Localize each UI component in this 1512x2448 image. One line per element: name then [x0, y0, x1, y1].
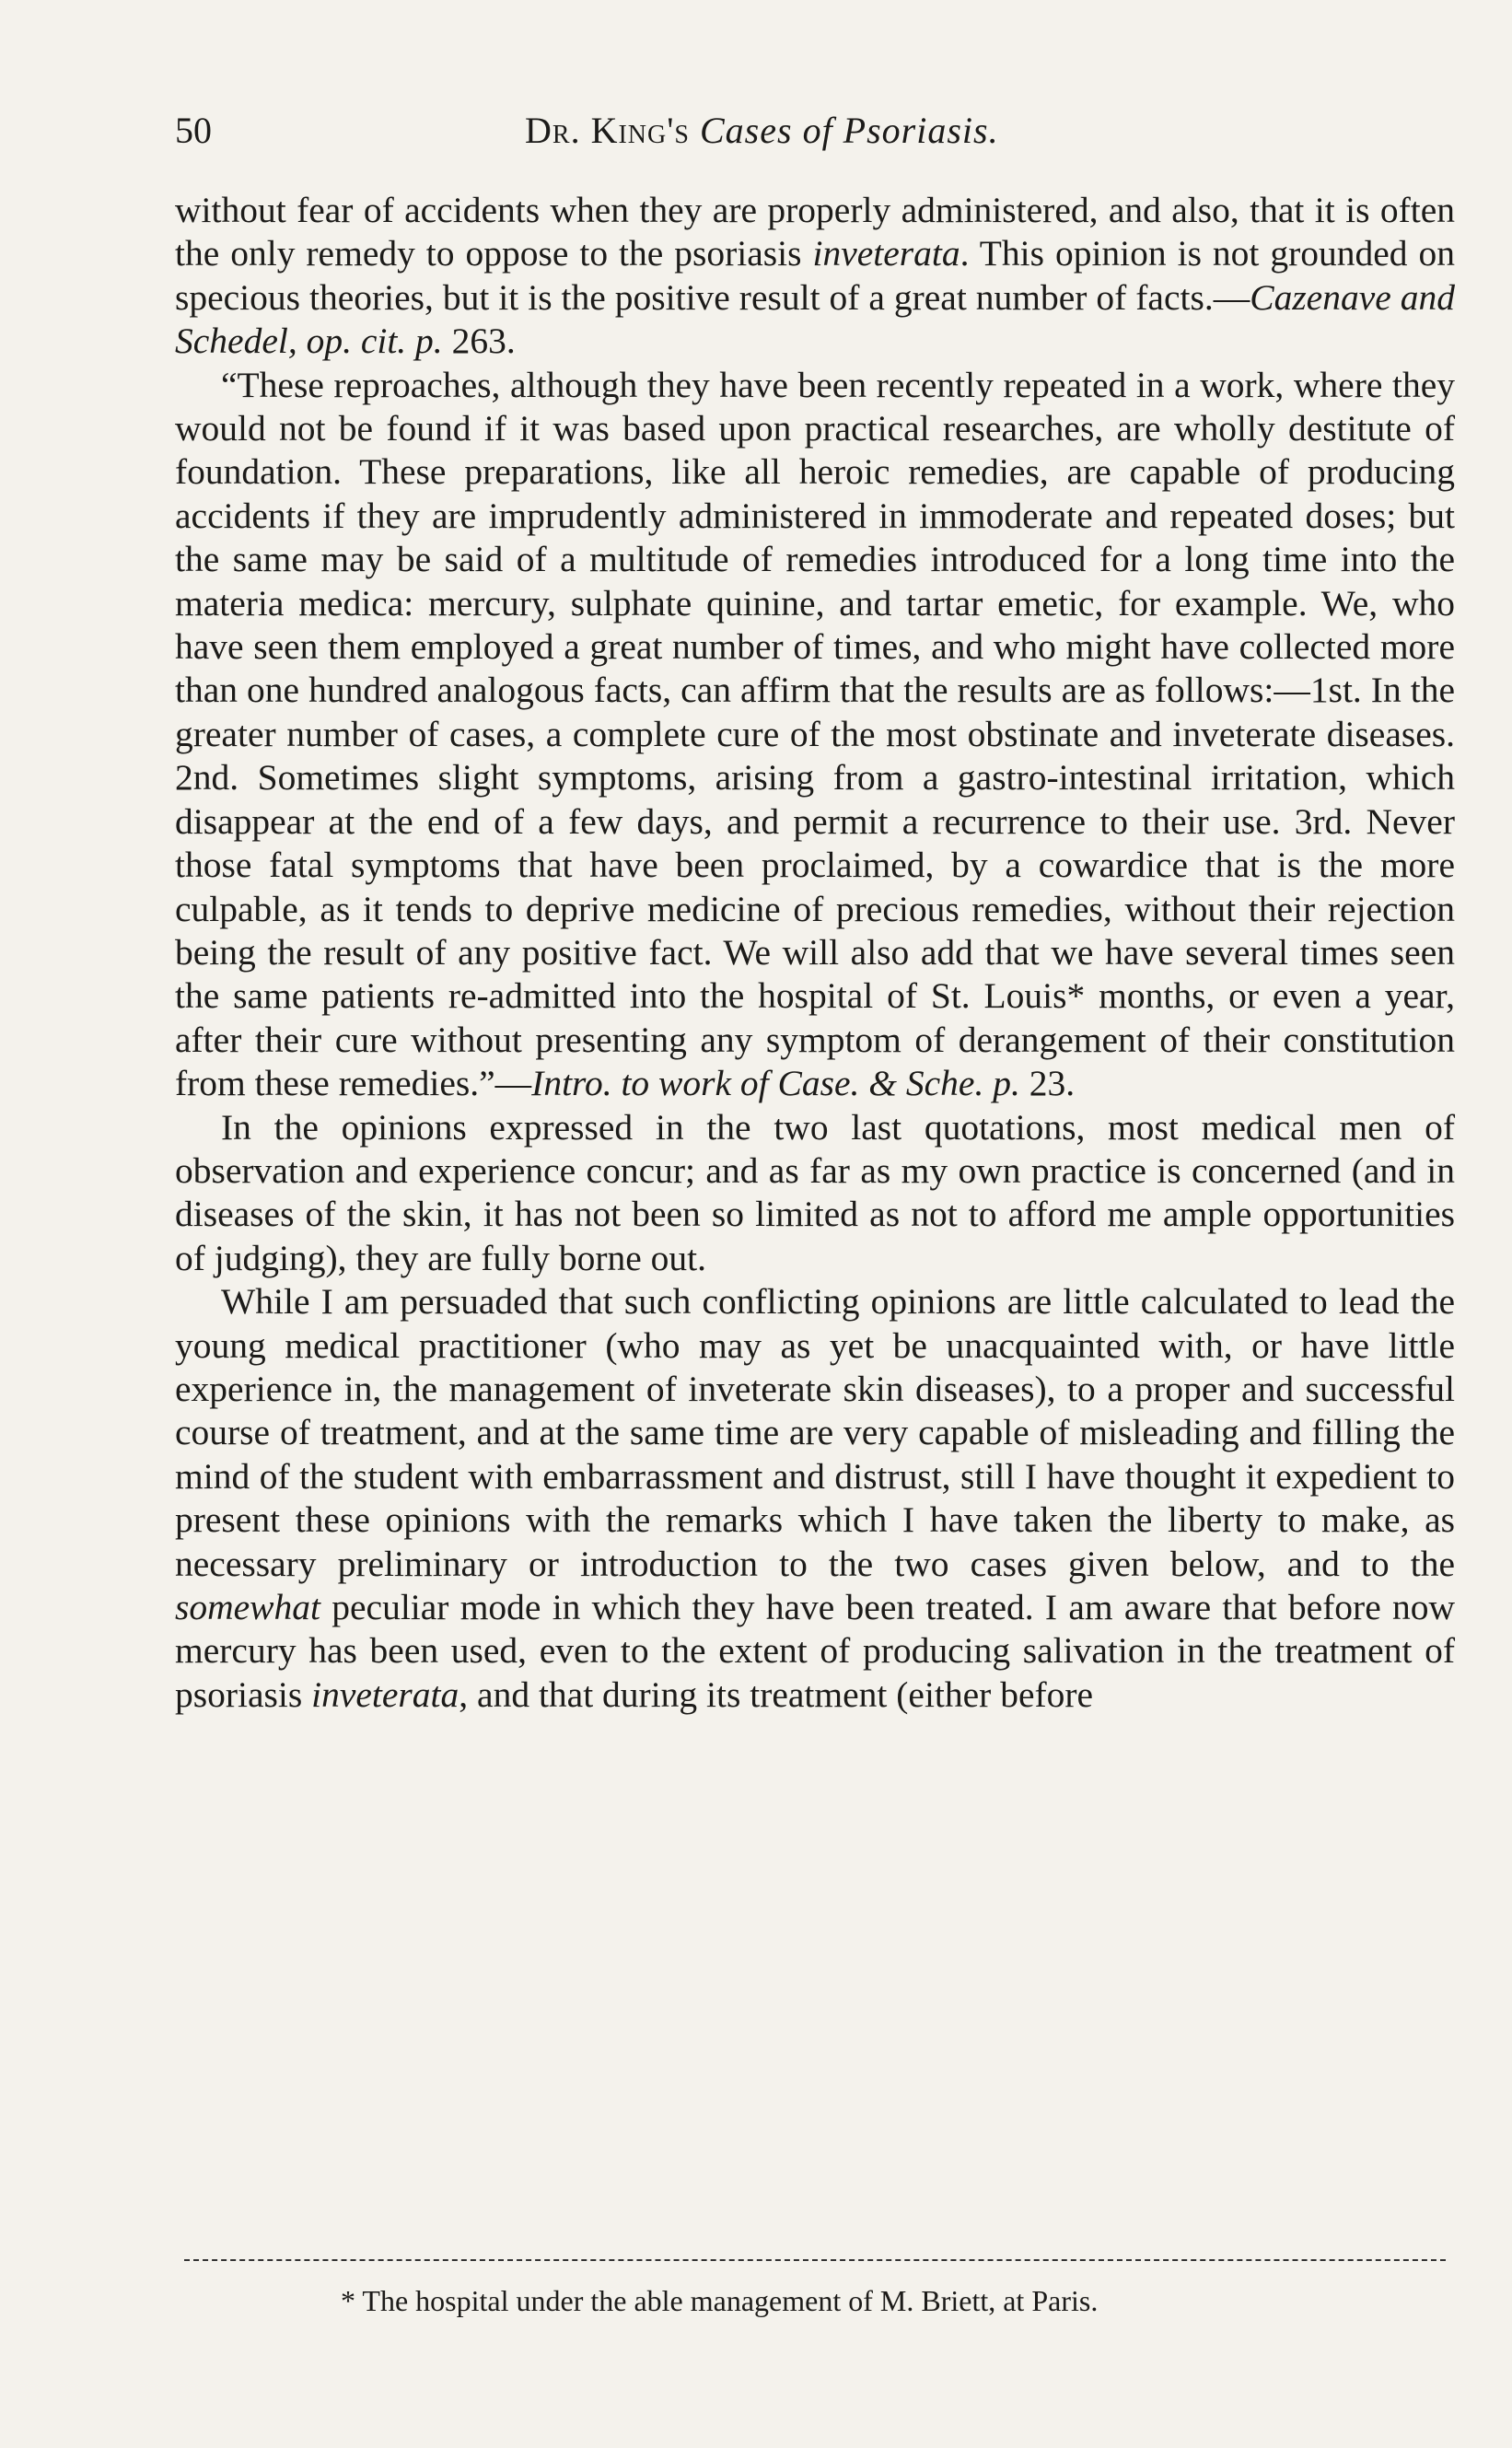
italic-text: inveterata [812, 233, 960, 274]
body-text [175, 189, 1455, 1717]
text-run: In the opinions expressed in the two last quotations, most medical men of observation and experience concur; and as far as my own practice is concerned (and in diseases of the skin, it has not been so limited as not to afford me ample opportunities of judging), they are fully borne out. [175, 1106, 1455, 1278]
text-run: 263. [442, 321, 516, 362]
running-head [175, 109, 1455, 173]
text-run: without fear of accidents when they are properly administered, and also, that it is often the only remedy to oppose to the psoriasis [175, 190, 1455, 274]
document-page [175, 0, 1455, 2448]
paragraph-opinions [175, 1106, 1455, 1281]
italic-text: Intro. to work of Case. & Sche. p. [531, 1063, 1020, 1104]
paragraph-quotation [175, 364, 1455, 1106]
text-run: “These reproaches, although they have been recently repeated in a work, where they would not be found if it was based upon practical researches, are wholly destitute of foundation. These preparations, like all heroic remedies, are capable of producing accidents if they are imprudently administered in immoderate and repeated doses; but the same may be said of a multitude of remedies introduced for a long time into the materia medica: mercury, sulphate quinine, and tartar emetic, for example. We, who have seen them employed a great number of times, and who might have collected more than one hundred analogous facts, can affirm that the results are as follows:—1st. In the greater number of cases, a complete cure of the most obstinate and inveterate diseases. 2nd. Sometimes slight symptoms, arising from a gastro-intestinal irritation, which disappear at the end of a few days, and permit a recurrence to their use. 3rd. Never those fatal symptoms that have been proclaimed, by a cowardice that is the more culpable, as it tends to deprive medicine of precious remedies, without their rejection being the result of any positive fact. We will also add that we have several times seen the same patients re-admitted into the hospital of St. Louis* months, or even a year, after their cure without presenting any symptom of derangement of their constitution from these remedies.”— [175, 364, 1455, 1104]
footnote-divider [184, 2259, 1446, 2261]
italic-text: somewhat [175, 1587, 320, 1627]
text-run: While I am persuaded that such conflicting opinions are little calculated to lead the young medical practitioner (who may as yet be unacquainted with, or have little experience in, the management of inveterate skin diseases), to a proper and successful course of treatment, and at the same time are very capable of misleading and filling the mind of the student with embarrassment and distrust, still I have thought it expedient to present these opinions with the remarks which I have taken the liberty to make, as necessary preliminary or introduction to the two cases given below, and to the [175, 1281, 1455, 1584]
running-title-author: Dr. King's [525, 110, 690, 151]
running-title-work: Cases of Psoriasis. [700, 110, 999, 151]
italic-text: Cazenave and Schedel, op. cit. p. [175, 276, 1455, 362]
text-run: , and that during its treatment (either before [459, 1673, 1094, 1715]
paragraph-continuation [175, 189, 1455, 364]
text-run: 23. [1019, 1063, 1076, 1104]
running-title [525, 109, 999, 152]
page-number: 50 [175, 110, 212, 151]
text-run: peculiar mode in which they have been treated. I am aware that before now mercury has been used, even to the extent of producing salivation in the treatment of psoriasis [175, 1587, 1455, 1715]
text-run: . This opinion is not grounded on specious theories, but it is the positive result of a great number of facts.— [175, 233, 1455, 318]
footnote: * The hospital under the able management of M. Briett, at Paris. [341, 2284, 1099, 2317]
paragraph-persuaded [175, 1280, 1455, 1717]
italic-text: inveterata [311, 1673, 459, 1715]
